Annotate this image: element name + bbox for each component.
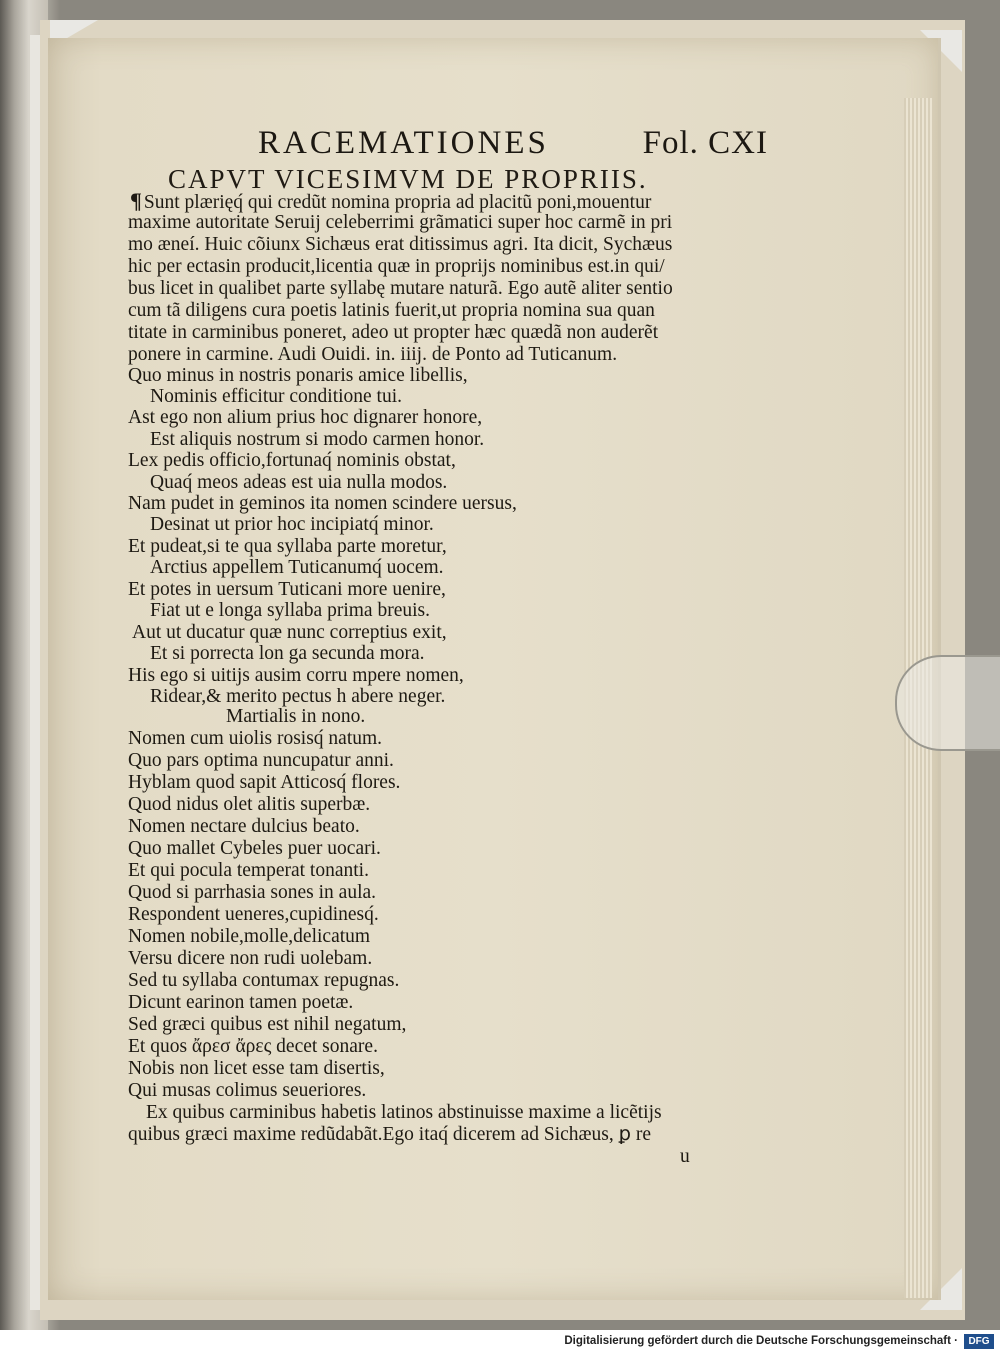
verse-line: Qui musas colimus seueriores. xyxy=(128,1080,367,1101)
dfg-logo: DFG xyxy=(964,1334,994,1349)
verse-line: Nam pudet in geminos ita nomen scindere uersus, xyxy=(128,493,517,514)
footer-bar xyxy=(0,1330,1000,1354)
verse-line: Et potes in uersum Tuticani more uenire, xyxy=(128,579,446,600)
verse-line: Nomen nectare dulcius beato. xyxy=(128,816,360,837)
verse-line: Sed græci quibus est nihil negatum, xyxy=(128,1014,407,1035)
verse-line: Fiat ut e longa syllaba prima breuis. xyxy=(150,600,430,621)
verse-line: Quo mallet Cybeles puer uocari. xyxy=(128,838,381,859)
verse-line: Et si porrecta lon ga secunda mora. xyxy=(150,643,425,664)
text-line: bus licet in qualibet parte syllabę mutare naturã. Ego autẽ aliter sentio xyxy=(128,278,673,299)
text-line: mo æneí. Huic cõiunx Sichæus erat ditissimus agri. Ita dicit, Sychæus xyxy=(128,234,673,255)
verse-line: Quo pars optima nuncupatur anni. xyxy=(128,750,394,771)
verse-line: Arctius appellem Tuticanumq́ uocem. xyxy=(150,557,444,578)
verse-line: Et qui pocula temperat tonanti. xyxy=(128,860,369,881)
chapter-title: CAPVT VICESIMVM DE PROPRIIS. xyxy=(168,164,648,194)
pilcrow-icon: ¶ xyxy=(130,188,142,213)
funding-credit: Digitalisierung gefördert durch die Deutsche Forschungsgemeinschaft · xyxy=(564,1335,958,1347)
folio-number: Fol. CXI xyxy=(642,125,768,161)
verse-line: Nobis non licet esse tam disertis, xyxy=(128,1058,385,1079)
text-line: hic per ectasin producit,licentia quæ in proprijs nominibus est.in qui/ xyxy=(128,256,665,277)
verse-line: Versu dicere non rudi uolebam. xyxy=(128,948,373,969)
page-clip xyxy=(895,655,1000,751)
section-heading: Martialis in nono. xyxy=(226,706,366,727)
text-line: quibus græci maxime redũdabãt.Ego itaq́ dicerem ad Sichæus, ꝑ re xyxy=(128,1124,652,1145)
verse-line: Quaq́ meos adeas est uia nulla modos. xyxy=(150,472,448,493)
verse-line: Quod nidus olet alitis superbæ. xyxy=(128,794,371,815)
verse-line: His ego si uitijs ausim corru mpere nomen, xyxy=(128,665,464,686)
text-line: titate in carminibus poneret, adeo ut propter hæc quædã non auderẽt xyxy=(128,322,659,343)
verse-line: Est aliquis nostrum si modo carmen honor. xyxy=(150,429,485,450)
verse-line: Sed tu syllaba contumax repugnas. xyxy=(128,970,400,991)
verse-line: Ast ego non alium prius hoc dignarer honore, xyxy=(128,407,483,428)
catchword: u xyxy=(680,1146,690,1167)
verse-line: Nomen nobile,molle,delicatum xyxy=(128,926,371,947)
verse-line: Lex pedis officio,fortunaq́ nominis obstat, xyxy=(128,450,456,471)
verse-line: Quo minus in nostris ponaris amice libellis, xyxy=(128,365,468,386)
text-line: ponere in carmine. Audi Ouidi. in. iiij. de Ponto ad Tuticanum. xyxy=(128,344,618,365)
verse-line: Desinat ut prior hoc incipiatq́ minor. xyxy=(150,514,434,535)
verse-line: Et pudeat,si te qua syllaba parte moretur, xyxy=(128,536,447,557)
text-line: ¶ Sunt plærięq́ qui credũt nomina propria ad placitũ poni,mouentur xyxy=(130,188,652,213)
verse-line: Nominis efficitur conditione tui. xyxy=(150,386,403,407)
running-head-title: RACEMATIONES xyxy=(258,125,549,161)
running-head xyxy=(258,125,778,169)
verse-line: Dicunt earinon tamen poetæ. xyxy=(128,992,354,1013)
text-line: maxime autoritate Seruij celeberrimi grãmatici super hoc carmẽ in pri xyxy=(128,212,673,233)
verse-line: Nomen cum uiolis rosisq́ natum. xyxy=(128,728,383,749)
verse-line: Respondent ueneres,cupidinesq́. xyxy=(128,904,379,925)
text-line: Ex quibus carminibus habetis latinos abstinuisse maxime a licẽtijs xyxy=(146,1102,662,1123)
text-line: cum tã diligens cura poetis latinis fuerit,ut propria nomina sua quan xyxy=(128,300,655,321)
verse-line: Aut ut ducatur quæ nunc correptius exit, xyxy=(132,622,447,643)
verse-line: Hyblam quod sapit Atticosq́ flores. xyxy=(128,772,401,793)
verse-line: Et quos ἄρεσ ἄρες decet sonare. xyxy=(128,1036,378,1057)
verse-line: Ridear,& merito pectus h abere neger. xyxy=(150,686,446,707)
verse-line: Quod si parrhasia sones in aula. xyxy=(128,882,377,903)
